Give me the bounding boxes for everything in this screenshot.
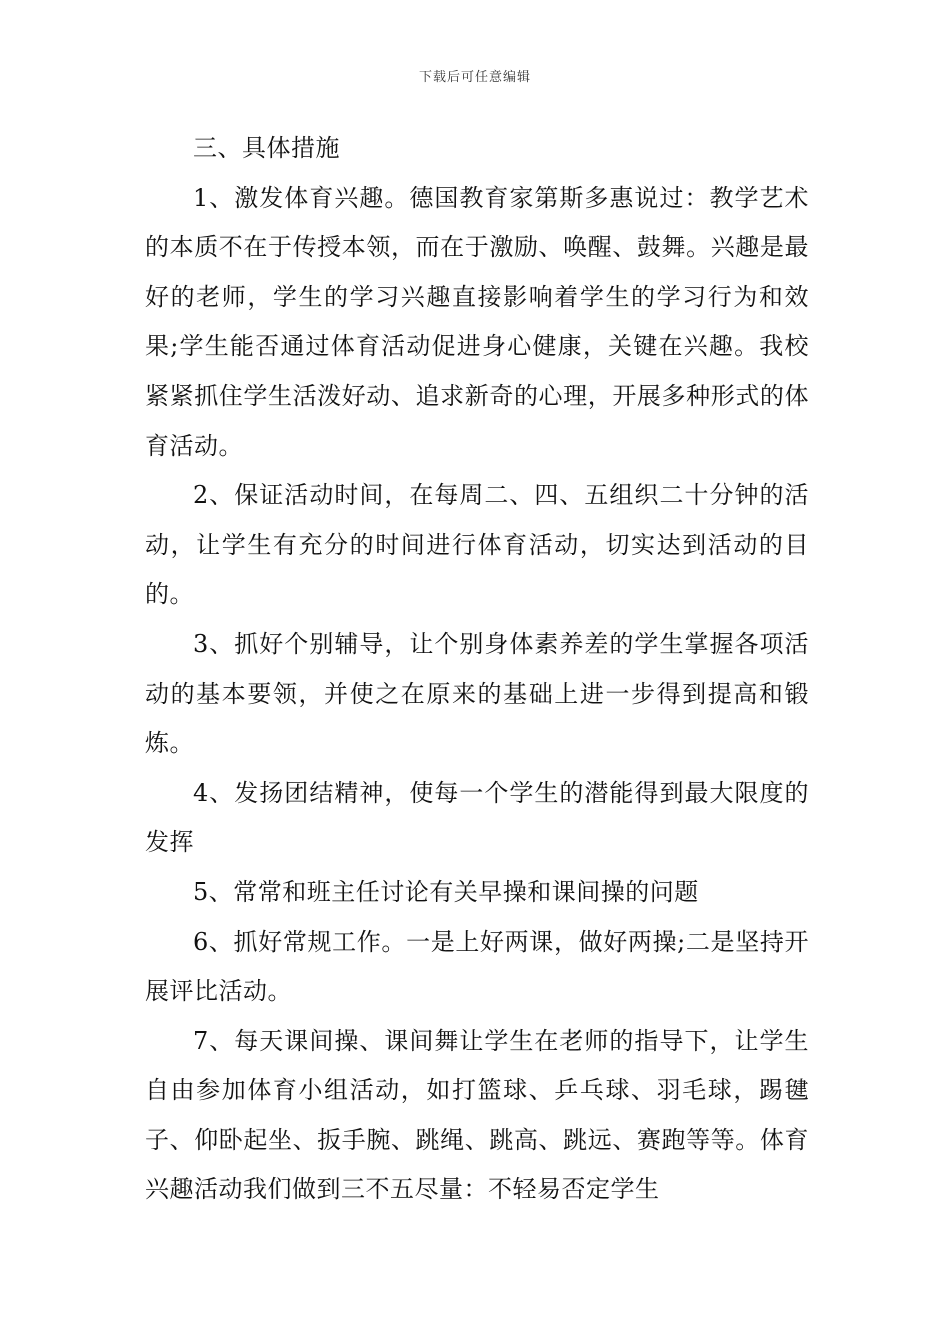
- document-body: [145, 124, 809, 1215]
- paragraph-item-7: 7、每天课间操、课间舞让学生在老师的指导下，让学生自由参加体育小组活动，如打篮球、乒乓球、羽毛球，踢毽子、仰卧起坐、扳手腕、跳绳、跳高、跳远、赛跑等等。体育兴趣活动我们做到三不五尽量：不轻易否定学生: [145, 1026, 809, 1204]
- header-note: 下载后可任意编辑: [418, 70, 531, 85]
- paragraph-item-5: 5、常常和班主任讨论有关早操和课间操的问题: [193, 877, 699, 906]
- paragraph-item-4: 4、发扬团结精神，使每一个学生的潜能得到最大限度的发挥: [145, 778, 809, 857]
- paragraph-item-6: 6、抓好常规工作。一是上好两课，做好两操;二是坚持开展评比活动。: [145, 927, 809, 1006]
- section-heading: 三、具体措施: [193, 134, 340, 162]
- paragraph-item-1: 1、激发体育兴趣。德国教育家第斯多惠说过：教学艺术的本质不在于传授本领，而在于激励、唤醒、鼓舞。兴趣是最好的老师，学生的学习兴趣直接影响着学生的学习行为和效果;学生能否通过体育活动促进身心健康，关键在兴趣。我校紧紧抓住学生活泼好动、追求新奇的心理，开展多种形式的体育活动。: [145, 183, 809, 460]
- paragraph-item-3: 3、抓好个别辅导，让个别身体素养差的学生掌握各项活动的基本要领，并使之在原来的基础上进一步得到提高和锻炼。: [145, 629, 809, 758]
- paragraph-item-2: 2、保证活动时间，在每周二、四、五组织二十分钟的活动，让学生有充分的时间进行体育活动，切实达到活动的目的。: [145, 481, 809, 609]
